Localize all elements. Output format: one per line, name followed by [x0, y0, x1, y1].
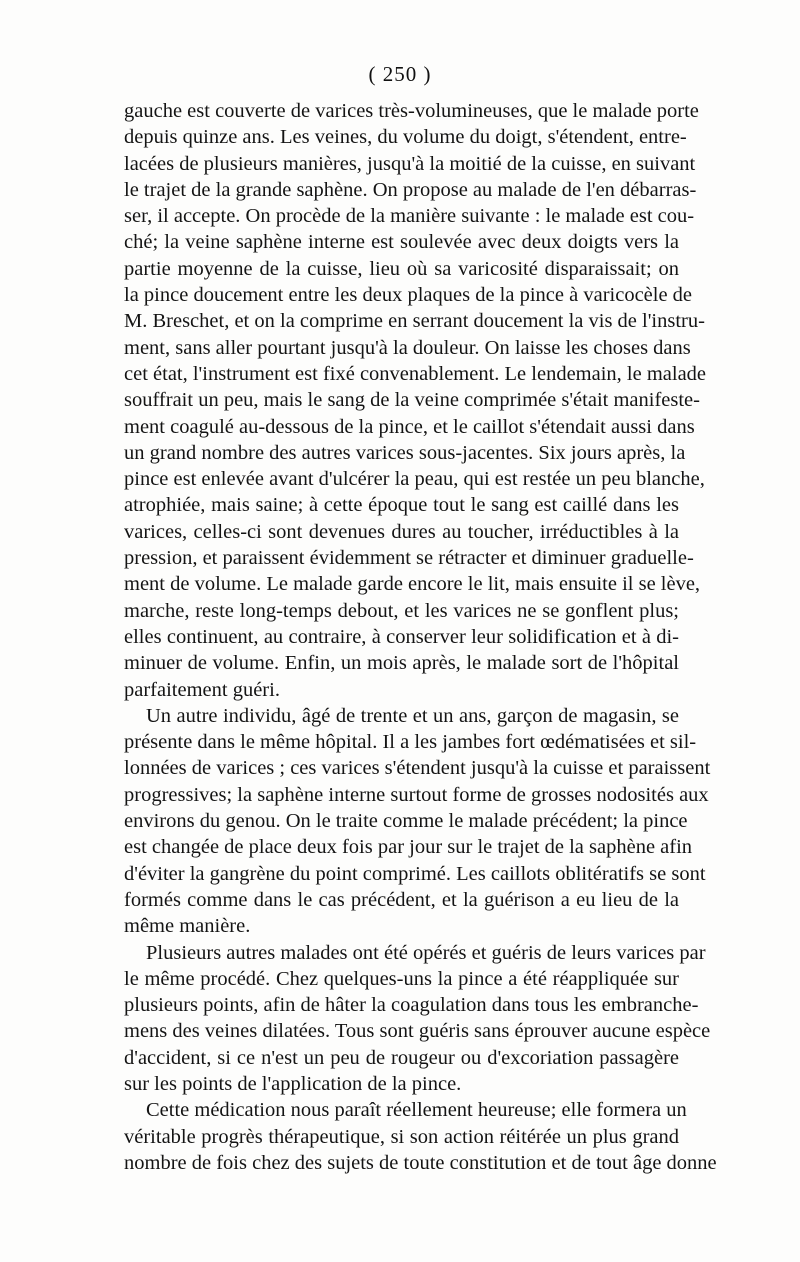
text-line: d'éviter la gangrène du point comprimé. Les caillots oblitératifs se sont: [124, 862, 706, 885]
text-line: ché; la veine saphène interne est soulevée avec deux doigts vers la: [124, 231, 679, 254]
text-line: mens des veines dilatées. Tous sont guéris sans éprouver aucune espèce: [124, 1020, 711, 1043]
text-line: lonnées de varices ; ces varices s'étendent jusqu'à la cuisse et paraissent: [124, 757, 711, 780]
text-line: souffrait un peu, mais le sang de la veine comprimée s'était manifeste-: [124, 389, 700, 412]
paragraph-1: [124, 98, 707, 703]
text-line: marche, reste long-temps debout, et les varices ne se gonflent plus;: [124, 599, 679, 622]
text-line: ment de volume. Le malade garde encore le lit, mais ensuite il se lève,: [124, 573, 701, 596]
text-line: un grand nombre des autres varices sous-jacentes. Six jours après, la: [124, 441, 686, 464]
text-line: présente dans le même hôpital. Il a les jambes fort œdématisées et sil-: [124, 731, 697, 754]
text-line: depuis quinze ans. Les veines, du volume du doigt, s'étendent, entre-: [124, 126, 687, 149]
text-line: pression, et paraissent évidemment se rétracter et diminuer graduelle-: [124, 547, 694, 570]
text-line: lacées de plusieurs manières, jusqu'à la moitié de la cuisse, en suivant: [124, 152, 696, 175]
text-line: elles continuent, au contraire, à conserver leur solidification et à di-: [124, 625, 679, 648]
text-line: Un autre individu, âgé de trente et un ans, garçon de magasin, se: [146, 704, 679, 727]
text-line: M. Breschet, et on la comprime en serrant doucement la vis de l'instru-: [124, 310, 705, 333]
text-line: ment coagulé au-dessous de la pince, et le caillot s'étendait aussi dans: [124, 415, 695, 438]
text-line: pince est enlevée avant d'ulcérer la peau, qui est restée un peu blanche,: [124, 468, 705, 491]
text-line: sur les points de l'application de la pince.: [124, 1072, 462, 1095]
text-line: progressives; la saphène interne surtout forme de grosses nodosités aux: [124, 783, 709, 806]
text-line: Cette médication nous paraît réellement heureuse; elle formera un: [146, 1099, 687, 1122]
text-line: parfaitement guéri.: [124, 678, 280, 701]
text-line: gauche est couverte de varices très-volumineuses, que le malade porte: [124, 100, 699, 122]
paragraph-2: [124, 703, 711, 940]
text-line: la pince doucement entre les deux plaques de la pince à varicocèle de: [124, 284, 693, 307]
text-line: véritable progrès thérapeutique, si son action réitérée un plus grand: [124, 1125, 679, 1148]
text-line: atrophiée, mais saine; à cette époque tout le sang est caillé dans les: [124, 494, 679, 517]
paragraph-3: [124, 940, 711, 1098]
text-line: environs du genou. On le traite comme le malade précédent; la pince: [124, 810, 688, 833]
paragraph-4: [124, 1097, 717, 1176]
body-text: [124, 98, 717, 1176]
text-line: nombre de fois chez des sujets de toute constitution et de tout âge donne: [124, 1151, 717, 1174]
text-line: partie moyenne de la cuisse, lieu où sa varicosité disparaissait; on: [124, 257, 679, 280]
text-line: varices, celles-ci sont devenues dures au toucher, irréductibles à la: [124, 520, 679, 543]
page-number: ( 250 ): [368, 62, 432, 86]
text-line: d'accident, si ce n'est un peu de rougeur ou d'excoriation passagère: [124, 1046, 679, 1069]
text-line: ser, il accepte. On procède de la manière suivante : le malade est cou-: [124, 205, 695, 228]
text-line: minuer de volume. Enfin, un mois après, le malade sort de l'hôpital: [124, 652, 679, 675]
text-line: est changée de place deux fois par jour sur le trajet de la saphène afin: [124, 836, 693, 859]
text-line: formés comme dans le cas précédent, et la guérison a eu lieu de la: [124, 888, 679, 911]
text-line: le même procédé. Chez quelques-uns la pince a été réappliquée sur: [124, 967, 679, 990]
text-line: ment, sans aller pourtant jusqu'à la douleur. On laisse les choses dans: [124, 336, 691, 359]
text-line: cet état, l'instrument est fixé convenablement. Le lendemain, le malade: [124, 362, 707, 385]
text-line: Plusieurs autres malades ont été opérés et guéris de leurs varices par: [146, 941, 706, 964]
text-line: plusieurs points, afin de hâter la coagulation dans tous les embranche-: [124, 994, 699, 1017]
text-line: le trajet de la grande saphène. On propose au malade de l'en débarras-: [124, 178, 697, 201]
text-line: même manière.: [124, 915, 251, 938]
